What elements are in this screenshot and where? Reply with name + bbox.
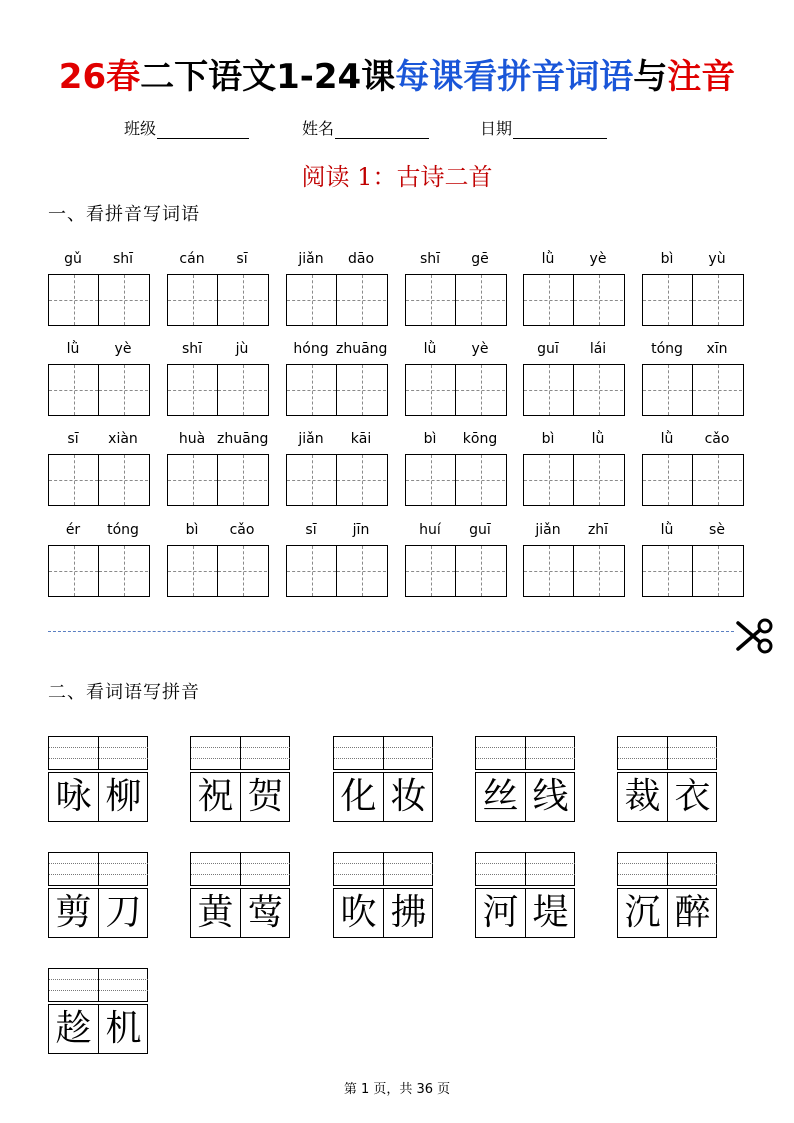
pinyin-row [523,520,625,542]
pinyin-word-item [286,339,388,415]
chinese-character: 丝 [476,773,526,821]
word-to-pinyin-item [333,852,433,942]
pinyin-cell[interactable] [49,737,99,769]
date-label: 日期 [480,119,513,138]
pinyin-syllable: sè [709,522,725,538]
character-box-pair [48,1004,148,1054]
pinyin-row [48,520,150,542]
pinyin-cell[interactable] [49,969,99,1001]
chinese-character: 裁 [618,773,668,821]
section-two-heading: 二、看词语写拼音 [48,682,200,703]
writing-cell[interactable] [168,275,218,325]
pinyin-syllable: guī [469,522,491,538]
pinyin-row [167,249,269,271]
writing-cell[interactable] [574,546,623,596]
pinyin-writing-lines [48,968,148,1002]
pinyin-cell[interactable] [49,853,99,885]
pinyin-cell[interactable] [99,737,148,769]
writing-box-pair [642,545,744,597]
pinyin-syllable: zhī [587,522,609,538]
pinyin-cell[interactable] [334,737,384,769]
pinyin-syllable: hóng [293,341,329,357]
word-to-pinyin-item [48,852,148,942]
pinyin-row [642,339,744,361]
pinyin-cell[interactable] [384,737,433,769]
writing-box-pair [286,454,388,506]
pinyin-syllable: bì [660,251,674,267]
pinyin-syllable: shī [112,251,134,267]
pinyin-row [286,339,388,361]
pinyin-cell[interactable] [241,737,290,769]
pinyin-cell[interactable] [668,853,717,885]
pinyin-word-item [167,249,269,325]
pinyin-word-item [286,249,388,325]
pinyin-word-item [48,520,150,596]
pinyin-syllable: jiǎn [298,251,324,267]
pinyin-syllable: cǎo [229,522,255,538]
writing-cell[interactable] [693,455,742,505]
pinyin-word-item [48,339,150,415]
pinyin-row [48,429,150,451]
pinyin-syllable: shī [419,251,441,267]
pinyin-word-item [286,429,388,505]
pinyin-cell[interactable] [384,853,433,885]
pinyin-cell[interactable] [476,737,526,769]
pinyin-writing-lines [190,736,290,770]
pinyin-cell[interactable] [526,737,575,769]
pinyin-word-item [523,429,625,505]
page-title [0,54,794,100]
pinyin-cell[interactable] [334,853,384,885]
pinyin-row [405,520,507,542]
pinyin-syllable: jiǎn [535,522,561,538]
pinyin-word-item [405,249,507,325]
pinyin-word-item [642,520,744,596]
writing-cell[interactable] [456,546,505,596]
name-field[interactable] [302,116,429,139]
writing-cell[interactable] [406,275,456,325]
writing-cell[interactable] [456,455,505,505]
writing-cell[interactable] [337,546,386,596]
chinese-character: 河 [476,889,526,937]
writing-box-pair [286,274,388,326]
writing-cell[interactable] [99,275,148,325]
pinyin-cell[interactable] [99,853,148,885]
writing-cell[interactable] [49,275,99,325]
pinyin-syllable: yè [589,251,607,267]
chinese-character: 黄 [191,889,241,937]
class-label: 班级 [124,119,157,138]
pinyin-syllable: lǜ [660,522,674,538]
writing-cell[interactable] [574,275,623,325]
writing-cell[interactable] [406,455,456,505]
pinyin-syllable: lǜ [660,431,674,447]
writing-box-pair [642,274,744,326]
word-to-pinyin-item [617,852,717,942]
lesson-title: 阅读 1：古诗二首 [301,163,493,191]
pinyin-cell[interactable] [476,853,526,885]
chinese-character: 贺 [247,776,284,817]
chinese-character: 吹 [334,889,384,937]
pinyin-word-item [286,520,388,596]
title-part-season: 26春 [58,57,141,97]
date-field[interactable] [480,116,607,139]
chinese-character: 妆 [390,776,427,817]
pinyin-word-item [405,339,507,415]
pinyin-syllable: bì [185,522,199,538]
chinese-character: 机 [105,1008,142,1049]
writing-box-pair [48,454,150,506]
writing-cell[interactable] [693,365,742,415]
character-box-pair [48,888,148,938]
pinyin-writing-lines [475,852,575,886]
writing-box-pair [48,274,150,326]
pinyin-syllable: jiǎn [298,431,324,447]
writing-box-pair [523,454,625,506]
writing-cell[interactable] [456,365,505,415]
title-part-and: 与 [633,57,668,97]
word-to-pinyin-item [617,736,717,826]
character-box-pair [475,888,575,938]
pinyin-row [642,520,744,542]
pinyin-writing-lines [475,736,575,770]
writing-cell[interactable] [693,275,742,325]
character-box-pair [617,772,717,822]
writing-box-pair [642,364,744,416]
name-blank[interactable] [335,120,429,139]
writing-box-pair [523,545,625,597]
pinyin-syllable: yù [708,251,726,267]
chinese-character: 沉 [618,889,668,937]
cut-line [48,631,734,632]
pinyin-syllable: jīn [352,522,370,538]
pinyin-syllable: yè [471,341,489,357]
pinyin-syllable: bì [541,431,555,447]
chinese-character: 衣 [674,776,711,817]
pinyin-row [523,339,625,361]
pinyin-writing-lines [617,852,717,886]
writing-box-pair [167,274,269,326]
pinyin-writing-lines [617,736,717,770]
writing-cell[interactable] [49,455,99,505]
writing-cell[interactable] [287,455,337,505]
chinese-character: 线 [532,776,569,817]
writing-cell[interactable] [168,546,218,596]
writing-cell[interactable] [643,365,693,415]
pinyin-writing-lines [333,852,433,886]
writing-cell[interactable] [643,455,693,505]
character-box-pair [617,888,717,938]
writing-cell[interactable] [643,546,693,596]
pinyin-syllable: lǜ [591,431,605,447]
writing-cell[interactable] [524,455,574,505]
character-box-pair [333,772,433,822]
chinese-character: 化 [334,773,384,821]
pinyin-word-item [405,429,507,505]
chinese-character: 醉 [674,892,711,933]
pinyin-syllable: cǎo [704,431,730,447]
pinyin-syllable: yè [114,341,132,357]
writing-cell[interactable] [99,546,148,596]
pinyin-syllable: bì [423,431,437,447]
writing-cell[interactable] [574,365,623,415]
student-info-row [0,116,794,140]
writing-box-pair [405,274,507,326]
pinyin-cell[interactable] [526,853,575,885]
pinyin-word-item [405,520,507,596]
character-box-pair [333,888,433,938]
pinyin-writing-lines [48,852,148,886]
pinyin-word-item [642,429,744,505]
title-part-task: 每课看拼音词语 [395,57,634,97]
writing-cell[interactable] [287,546,337,596]
pinyin-word-item [48,249,150,325]
character-box-pair [190,772,290,822]
pinyin-word-item [523,520,625,596]
character-box-pair [48,772,148,822]
pinyin-cell[interactable] [618,853,668,885]
chinese-character: 刀 [105,892,142,933]
pinyin-row [167,520,269,542]
pinyin-syllable: xiàn [108,431,138,447]
pinyin-syllable: gǔ [64,251,82,267]
character-box-pair [190,888,290,938]
chinese-character: 剪 [49,889,99,937]
writing-box-pair [48,364,150,416]
word-to-pinyin-item [475,852,575,942]
chinese-character: 柳 [105,776,142,817]
writing-cell[interactable] [287,365,337,415]
pinyin-word-item [167,429,269,505]
writing-cell[interactable] [218,546,267,596]
writing-cell[interactable] [337,365,386,415]
pinyin-syllable: jù [235,341,249,357]
pinyin-row [286,249,388,271]
pinyin-cell[interactable] [618,737,668,769]
title-part-annotate: 注音 [667,57,736,97]
pinyin-syllable: sī [67,431,79,447]
pinyin-syllable: cán [179,251,205,267]
word-to-pinyin-item [190,736,290,826]
writing-cell[interactable] [524,275,574,325]
name-label: 姓名 [302,119,335,138]
pinyin-syllable: xīn [706,341,728,357]
pinyin-syllable: sī [236,251,248,267]
pinyin-row [286,520,388,542]
writing-cell[interactable] [99,455,148,505]
pinyin-syllable: kōng [462,431,498,447]
writing-cell[interactable] [406,546,456,596]
writing-cell[interactable] [49,546,99,596]
writing-cell[interactable] [218,455,267,505]
writing-cell[interactable] [168,455,218,505]
writing-box-pair [405,545,507,597]
word-to-pinyin-item [333,736,433,826]
pinyin-syllable: zhuāng [217,431,269,447]
title-part-course: 二下语文1-24课 [140,57,396,97]
pinyin-row [405,249,507,271]
pinyin-syllable: gē [471,251,489,267]
writing-cell[interactable] [456,275,505,325]
character-box-pair [475,772,575,822]
date-blank[interactable] [513,120,607,139]
pinyin-word-item [642,339,744,415]
class-field[interactable] [124,116,249,139]
pinyin-row [405,429,507,451]
writing-cell[interactable] [574,455,623,505]
chinese-character: 祝 [191,773,241,821]
pinyin-cell[interactable] [241,853,290,885]
pinyin-syllable: huí [419,522,441,538]
writing-cell[interactable] [524,546,574,596]
pinyin-syllable: sī [305,522,317,538]
writing-box-pair [405,364,507,416]
section-one-heading: 一、看拼音写词语 [48,204,200,225]
pinyin-syllable: lǜ [66,341,80,357]
word-to-pinyin-item [190,852,290,942]
writing-cell[interactable] [524,365,574,415]
chinese-character: 堤 [532,892,569,933]
chinese-character: 趁 [49,1005,99,1053]
writing-box-pair [167,454,269,506]
pinyin-syllable: tóng [651,341,683,357]
pinyin-writing-lines [190,852,290,886]
pinyin-cell[interactable] [668,737,717,769]
pinyin-row [523,429,625,451]
pinyin-cell[interactable] [99,969,148,1001]
pinyin-syllable: zhuāng [336,341,388,357]
writing-cell[interactable] [218,275,267,325]
pinyin-writing-lines [48,736,148,770]
writing-cell[interactable] [643,275,693,325]
writing-cell[interactable] [337,275,386,325]
pinyin-cell[interactable] [191,737,241,769]
pinyin-syllable: dāo [347,251,375,267]
pinyin-word-item [642,249,744,325]
pinyin-syllable: lǜ [423,341,437,357]
writing-box-pair [48,545,150,597]
writing-box-pair [286,545,388,597]
writing-cell[interactable] [218,365,267,415]
writing-box-pair [523,274,625,326]
pinyin-row [167,429,269,451]
chinese-character: 莺 [247,892,284,933]
pinyin-row [167,339,269,361]
writing-cell[interactable] [287,275,337,325]
pinyin-syllable: guī [537,341,559,357]
pinyin-syllable: shī [181,341,203,357]
pinyin-word-item [48,429,150,505]
pinyin-row [48,249,150,271]
page-footer: 第 1 页，共 36 页 [343,1082,451,1097]
pinyin-word-item [167,520,269,596]
writing-box-pair [642,454,744,506]
pinyin-syllable: lái [589,341,607,357]
pinyin-word-item [523,339,625,415]
writing-box-pair [523,364,625,416]
writing-cell[interactable] [99,365,148,415]
scissors-icon [734,615,776,657]
writing-cell[interactable] [49,365,99,415]
writing-cell[interactable] [337,455,386,505]
pinyin-syllable: tóng [107,522,139,538]
writing-cell[interactable] [406,365,456,415]
pinyin-row [642,429,744,451]
pinyin-word-item [167,339,269,415]
pinyin-row [405,339,507,361]
word-to-pinyin-item [475,736,575,826]
pinyin-writing-lines [333,736,433,770]
writing-box-pair [167,364,269,416]
word-to-pinyin-item [48,736,148,826]
pinyin-syllable: lǜ [541,251,555,267]
writing-cell[interactable] [693,546,742,596]
chinese-character: 咏 [49,773,99,821]
writing-cell[interactable] [168,365,218,415]
pinyin-row [523,249,625,271]
pinyin-word-item [523,249,625,325]
pinyin-row [286,429,388,451]
pinyin-cell[interactable] [191,853,241,885]
pinyin-row [642,249,744,271]
writing-box-pair [167,545,269,597]
pinyin-syllable: kāi [350,431,372,447]
word-to-pinyin-item [48,968,148,1058]
pinyin-syllable: ér [65,522,81,538]
chinese-character: 拂 [390,892,427,933]
writing-box-pair [286,364,388,416]
writing-box-pair [405,454,507,506]
pinyin-syllable: huà [178,431,206,447]
class-blank[interactable] [157,120,249,139]
pinyin-row [48,339,150,361]
